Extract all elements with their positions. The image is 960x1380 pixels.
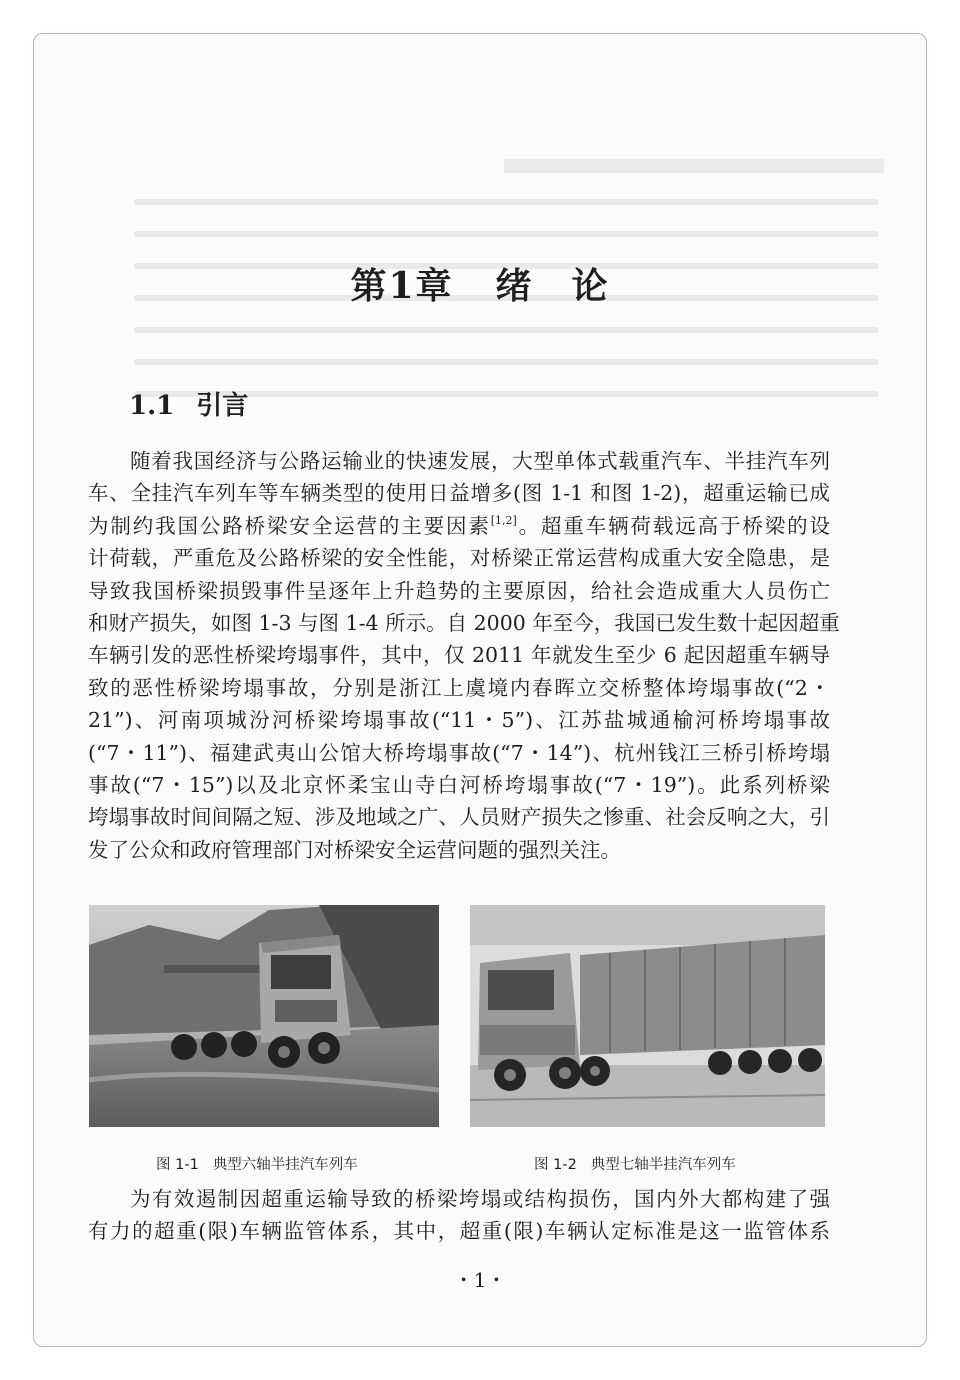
figure-1-2-caption (534, 1153, 736, 1174)
text-line: 有力的超重(限)车辆监管体系，其中，超重(限)车辆认定标准是这一监管体系 (88, 1219, 830, 1244)
text-line: 车、全挂汽车列车等车辆类型的使用日益增多(图 1-1 和图 1-2)，超重运输已成 (88, 481, 830, 506)
section-number: 1.1 (129, 391, 175, 421)
text-line: 随着我国经济与公路运输业的快速发展，大型单体式载重汽车、半挂汽车列 (130, 449, 830, 473)
figure-number: 图 1-2 (534, 1157, 577, 1173)
figure-number: 图 1-1 (156, 1157, 199, 1173)
text-line: 垮塌事故时间间隔之短、涉及地域之广、人员财产损失之惨重、社会反响之大，引 (88, 805, 830, 830)
text-line: 事故(“7・15”)以及北京怀柔宝山寺白河桥垮塌事故(“7・19”)。此系列桥梁 (88, 772, 830, 797)
text-line: 和财产损失，如图 1-3 与图 1-4 所示。自 2000 年至今，我国已发生数十起因超重 (88, 610, 840, 635)
text-line: 发了公众和政府管理部门对桥梁安全运营问题的强烈关注。 (88, 837, 621, 862)
text-line: 为有效遏制因超重运输导致的桥梁垮塌或结构损伤，国内外大都构建了强 (130, 1187, 830, 1211)
text-line: (“7・11”)、福建武夷山公馆大桥垮塌事故(“7・14”)、杭州钱江三桥引桥垮塌 (88, 740, 830, 765)
figure-caption-text: 典型七轴半挂汽车列车 (590, 1157, 736, 1173)
chapter-number: 第1章 (350, 265, 454, 307)
figure-caption-text: 典型六轴半挂汽车列车 (212, 1157, 358, 1173)
text-line: 计荷载，严重危及公路桥梁的安全性能，对桥梁正常运营构成重大安全隐患，是 (88, 546, 830, 571)
six-axle-truck-photo (89, 905, 439, 1127)
seven-axle-truck-photo (470, 905, 825, 1127)
text-line: 车辆引发的恶性桥梁垮塌事件，其中，仅 2011 年就发生至少 6 起因超重车辆导 (88, 643, 830, 668)
text-line: 21”)、河南项城汾河桥梁垮塌事故(“11・5”)、江苏盐城通榆河桥垮塌事故 (88, 708, 830, 733)
page-number: ・1・ (453, 1268, 507, 1292)
chapter-title (0, 258, 960, 309)
paragraph-intro (88, 445, 840, 866)
text-line: 为制约我国公路桥梁安全运营的主要因素[1,2]。超重车辆荷载远高于桥梁的设 (88, 513, 831, 538)
paragraph-regulation (88, 1183, 830, 1248)
section-heading (129, 385, 248, 422)
figure-1-1-caption (156, 1153, 358, 1174)
section-title: 引言 (196, 391, 249, 421)
text-line: 导致我国桥梁损毁事件呈逐年上升趋势的主要原因，给社会造成重大人员伤亡 (88, 578, 830, 603)
text-line: 致的恶性桥梁垮塌事故，分别是浙江上虞境内春晖立交桥整体垮塌事故(“2・ (88, 675, 830, 700)
citation-ref[interactable]: [1,2] (490, 513, 517, 527)
chapter-name: 绪 论 (495, 265, 610, 307)
